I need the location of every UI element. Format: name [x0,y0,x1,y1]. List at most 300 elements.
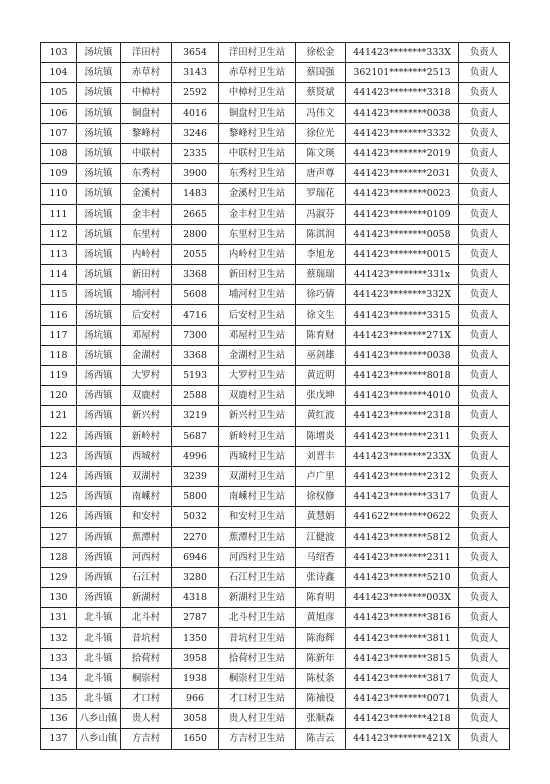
table-row [41,325,510,345]
code-cell: 2800 [172,224,219,244]
person-name-cell: 巫剑雄 [296,345,346,365]
town-cell: 汤坑镇 [77,63,121,83]
row-number-cell: 108 [41,143,77,163]
role-cell: 负责人 [459,204,510,224]
table-row [41,527,510,547]
clinic-name-cell: 拾荷村卫生站 [219,648,296,668]
village-cell: 中联村 [121,143,172,163]
code-cell: 2270 [172,527,219,547]
row-number-cell: 104 [41,63,77,83]
row-number-cell: 135 [41,689,77,709]
role-cell: 负责人 [459,608,510,628]
village-cell: 赤草村 [121,63,172,83]
row-number-cell: 132 [41,628,77,648]
person-name-cell: 徐巧倩 [296,285,346,305]
person-name-cell: 陈育财 [296,325,346,345]
clinic-name-cell: 赤草村卫生站 [219,63,296,83]
role-cell: 负责人 [459,43,510,63]
id-number-cell: 441423********3817 [346,668,459,688]
village-cell: 双湖村 [121,466,172,486]
code-cell: 4016 [172,103,219,123]
role-cell: 负责人 [459,325,510,345]
row-number-cell: 109 [41,164,77,184]
role-cell: 负责人 [459,426,510,446]
role-cell: 负责人 [459,386,510,406]
code-cell: 3239 [172,466,219,486]
id-number-cell: 441423********2311 [346,426,459,446]
clinic-name-cell: 才口村卫生站 [219,689,296,709]
town-cell: 汤坑镇 [77,103,121,123]
table-row [41,487,510,507]
town-cell: 八乡山镇 [77,709,121,729]
row-number-cell: 113 [41,244,77,264]
village-cell: 后安村 [121,305,172,325]
person-name-cell: 刘晋丰 [296,446,346,466]
role-cell: 负责人 [459,83,510,103]
table-row [41,63,510,83]
role-cell: 负责人 [459,487,510,507]
village-cell: 桐崇村 [121,668,172,688]
clinic-name-cell: 昔坑村卫生站 [219,628,296,648]
clinic-name-cell: 贵人村卫生站 [219,709,296,729]
table-row [41,426,510,446]
id-number-cell: 441423********0023 [346,184,459,204]
role-cell: 负责人 [459,668,510,688]
row-number-cell: 105 [41,83,77,103]
role-cell: 负责人 [459,507,510,527]
id-number-cell: 441423********2318 [346,406,459,426]
clinic-name-cell: 邓屋村卫生站 [219,325,296,345]
role-cell: 负责人 [459,184,510,204]
row-number-cell: 133 [41,648,77,668]
village-cell: 双鹿村 [121,386,172,406]
town-cell: 汤坑镇 [77,265,121,285]
personnel-table [40,42,510,750]
role-cell: 负责人 [459,446,510,466]
role-cell: 负责人 [459,244,510,264]
code-cell: 6946 [172,547,219,567]
village-cell: 新岭村 [121,426,172,446]
clinic-name-cell: 新湖村卫生站 [219,588,296,608]
id-number-cell: 441423********0015 [346,244,459,264]
table-row [41,265,510,285]
town-cell: 汤西镇 [77,567,121,587]
id-number-cell: 441423********3811 [346,628,459,648]
clinic-name-cell: 东秀村卫生站 [219,164,296,184]
row-number-cell: 115 [41,285,77,305]
code-cell: 3654 [172,43,219,63]
code-cell: 3280 [172,567,219,587]
id-number-cell: 441423********4218 [346,709,459,729]
table-row [41,143,510,163]
town-cell: 汤坑镇 [77,143,121,163]
town-cell: 汤坑镇 [77,83,121,103]
clinic-name-cell: 内岭村卫生站 [219,244,296,264]
town-cell: 汤坑镇 [77,123,121,143]
table-row [41,406,510,426]
person-name-cell: 陈袖役 [296,689,346,709]
village-cell: 金溪村 [121,184,172,204]
village-cell: 洋田村 [121,43,172,63]
table-row [41,83,510,103]
village-cell: 金湖村 [121,345,172,365]
person-name-cell: 张顺森 [296,709,346,729]
person-name-cell: 马绍香 [296,547,346,567]
town-cell: 汤坑镇 [77,305,121,325]
code-cell: 2335 [172,143,219,163]
village-cell: 大罗村 [121,366,172,386]
id-number-cell: 441423********5812 [346,527,459,547]
code-cell: 1938 [172,668,219,688]
clinic-name-cell: 东里村卫生站 [219,224,296,244]
village-cell: 东里村 [121,224,172,244]
role-cell: 负责人 [459,285,510,305]
clinic-name-cell: 北斗村卫生站 [219,608,296,628]
id-number-cell: 441423********331x [346,265,459,285]
person-name-cell: 冯淑芬 [296,204,346,224]
table-row [41,43,510,63]
town-cell: 八乡山镇 [77,729,121,749]
town-cell: 汤西镇 [77,487,121,507]
clinic-name-cell: 中樟村卫生站 [219,83,296,103]
row-number-cell: 130 [41,588,77,608]
person-name-cell: 陈海辉 [296,628,346,648]
id-number-cell: 441423********0109 [346,204,459,224]
row-number-cell: 126 [41,507,77,527]
town-cell: 汤西镇 [77,406,121,426]
table-row [41,103,510,123]
role-cell: 负责人 [459,547,510,567]
code-cell: 4996 [172,446,219,466]
table-row [41,164,510,184]
village-cell: 拾荷村 [121,648,172,668]
village-cell: 黎峰村 [121,123,172,143]
clinic-name-cell: 后安村卫生站 [219,305,296,325]
row-number-cell: 118 [41,345,77,365]
code-cell: 3368 [172,345,219,365]
id-number-cell: 441423********3318 [346,83,459,103]
person-name-cell: 黄红波 [296,406,346,426]
clinic-name-cell: 埔河村卫生站 [219,285,296,305]
code-cell: 3219 [172,406,219,426]
code-cell: 2787 [172,608,219,628]
id-number-cell: 441423********2312 [346,466,459,486]
role-cell: 负责人 [459,648,510,668]
table-row [41,709,510,729]
clinic-name-cell: 蕉潭村卫生站 [219,527,296,547]
id-number-cell: 441423********2019 [346,143,459,163]
town-cell: 汤西镇 [77,507,121,527]
code-cell: 7300 [172,325,219,345]
row-number-cell: 114 [41,265,77,285]
table-row [41,466,510,486]
id-number-cell: 362101********2513 [346,63,459,83]
id-number-cell: 441423********3816 [346,608,459,628]
row-number-cell: 131 [41,608,77,628]
town-cell: 汤西镇 [77,588,121,608]
clinic-name-cell: 中联村卫生站 [219,143,296,163]
id-number-cell: 441423********0071 [346,689,459,709]
id-number-cell: 441423********3315 [346,305,459,325]
code-cell: 2665 [172,204,219,224]
code-cell: 4318 [172,588,219,608]
town-cell: 汤坑镇 [77,285,121,305]
clinic-name-cell: 黎峰村卫生站 [219,123,296,143]
code-cell: 1483 [172,184,219,204]
clinic-name-cell: 石江村卫生站 [219,567,296,587]
person-name-cell: 陈文瑛 [296,143,346,163]
clinic-name-cell: 新兴村卫生站 [219,406,296,426]
person-name-cell: 陈增炎 [296,426,346,446]
row-number-cell: 137 [41,729,77,749]
id-number-cell: 441423********003X [346,588,459,608]
town-cell: 汤坑镇 [77,325,121,345]
village-cell: 方吉村 [121,729,172,749]
town-cell: 汤坑镇 [77,224,121,244]
role-cell: 负责人 [459,143,510,163]
village-cell: 东秀村 [121,164,172,184]
table-row [41,285,510,305]
role-cell: 负责人 [459,224,510,244]
village-cell: 石江村 [121,567,172,587]
village-cell: 才口村 [121,689,172,709]
row-number-cell: 125 [41,487,77,507]
row-number-cell: 129 [41,567,77,587]
table-row [41,507,510,527]
person-name-cell: 黄慧娟 [296,507,346,527]
code-cell: 5800 [172,487,219,507]
table-row [41,648,510,668]
id-number-cell: 441423********233X [346,446,459,466]
id-number-cell: 441423********2311 [346,547,459,567]
table-body [41,43,510,750]
clinic-name-cell: 金溪村卫生站 [219,184,296,204]
id-number-cell: 441423********0058 [346,224,459,244]
row-number-cell: 117 [41,325,77,345]
person-name-cell: 蔡国强 [296,63,346,83]
row-number-cell: 106 [41,103,77,123]
role-cell: 负责人 [459,689,510,709]
table-row [41,204,510,224]
role-cell: 负责人 [459,567,510,587]
row-number-cell: 119 [41,366,77,386]
code-cell: 966 [172,689,219,709]
clinic-name-cell: 新岭村卫生站 [219,426,296,446]
code-cell: 5608 [172,285,219,305]
row-number-cell: 120 [41,386,77,406]
town-cell: 汤坑镇 [77,204,121,224]
id-number-cell: 441622********0622 [346,507,459,527]
village-cell: 新田村 [121,265,172,285]
role-cell: 负责人 [459,265,510,285]
row-number-cell: 103 [41,43,77,63]
village-cell: 新兴村 [121,406,172,426]
person-name-cell: 江健波 [296,527,346,547]
code-cell: 3143 [172,63,219,83]
code-cell: 2588 [172,386,219,406]
town-cell: 汤坑镇 [77,345,121,365]
role-cell: 负责人 [459,729,510,749]
clinic-name-cell: 河西村卫生站 [219,547,296,567]
role-cell: 负责人 [459,345,510,365]
code-cell: 3246 [172,123,219,143]
row-number-cell: 134 [41,668,77,688]
village-cell: 铜盘村 [121,103,172,123]
table-row [41,588,510,608]
town-cell: 汤西镇 [77,547,121,567]
clinic-name-cell: 双湖村卫生站 [219,466,296,486]
town-cell: 汤西镇 [77,426,121,446]
code-cell: 4716 [172,305,219,325]
code-cell: 3058 [172,709,219,729]
table-row [41,446,510,466]
id-number-cell: 441423********3332 [346,123,459,143]
row-number-cell: 124 [41,466,77,486]
village-cell: 中樟村 [121,83,172,103]
role-cell: 负责人 [459,709,510,729]
row-number-cell: 122 [41,426,77,446]
village-cell: 邓屋村 [121,325,172,345]
town-cell: 汤坑镇 [77,244,121,264]
clinic-name-cell: 桐崇村卫生站 [219,668,296,688]
town-cell: 北斗镇 [77,689,121,709]
village-cell: 金丰村 [121,204,172,224]
person-name-cell: 黄近明 [296,366,346,386]
clinic-name-cell: 金湖村卫生站 [219,345,296,365]
clinic-name-cell: 新田村卫生站 [219,265,296,285]
town-cell: 汤西镇 [77,446,121,466]
town-cell: 北斗镇 [77,648,121,668]
code-cell: 3958 [172,648,219,668]
role-cell: 负责人 [459,527,510,547]
village-cell: 昔坑村 [121,628,172,648]
table-row [41,345,510,365]
id-number-cell: 441423********421X [346,729,459,749]
village-cell: 埔河村 [121,285,172,305]
clinic-name-cell: 铜盘村卫生站 [219,103,296,123]
id-number-cell: 441423********333X [346,43,459,63]
person-name-cell: 陈吉云 [296,729,346,749]
clinic-name-cell: 和安村卫生站 [219,507,296,527]
town-cell: 汤西镇 [77,527,121,547]
row-number-cell: 111 [41,204,77,224]
code-cell: 1350 [172,628,219,648]
person-name-cell: 黄旭彦 [296,608,346,628]
id-number-cell: 441423********332X [346,285,459,305]
clinic-name-cell: 大罗村卫生站 [219,366,296,386]
person-name-cell: 徐文生 [296,305,346,325]
row-number-cell: 107 [41,123,77,143]
code-cell: 3900 [172,164,219,184]
town-cell: 汤西镇 [77,366,121,386]
town-cell: 汤西镇 [77,466,121,486]
town-cell: 汤西镇 [77,386,121,406]
id-number-cell: 441423********4010 [346,386,459,406]
code-cell: 3368 [172,265,219,285]
table-row [41,366,510,386]
role-cell: 负责人 [459,588,510,608]
role-cell: 负责人 [459,164,510,184]
row-number-cell: 127 [41,527,77,547]
code-cell: 5687 [172,426,219,446]
table-row [41,184,510,204]
clinic-name-cell: 西城村卫生站 [219,446,296,466]
row-number-cell: 112 [41,224,77,244]
town-cell: 汤坑镇 [77,164,121,184]
person-name-cell: 张诗鑫 [296,567,346,587]
village-cell: 内岭村 [121,244,172,264]
code-cell: 2592 [172,83,219,103]
row-number-cell: 116 [41,305,77,325]
table-row [41,224,510,244]
role-cell: 负责人 [459,103,510,123]
table-row [41,547,510,567]
id-number-cell: 441423********3317 [346,487,459,507]
code-cell: 5032 [172,507,219,527]
table-row [41,305,510,325]
id-number-cell: 441423********3815 [346,648,459,668]
code-cell: 1650 [172,729,219,749]
id-number-cell: 441423********5210 [346,567,459,587]
village-cell: 贵人村 [121,709,172,729]
row-number-cell: 110 [41,184,77,204]
person-name-cell: 陈杖条 [296,668,346,688]
town-cell: 北斗镇 [77,628,121,648]
id-number-cell: 441423********271X [346,325,459,345]
table-row [41,608,510,628]
clinic-name-cell: 方吉村卫生站 [219,729,296,749]
town-cell: 汤坑镇 [77,43,121,63]
role-cell: 负责人 [459,628,510,648]
person-name-cell: 卢广里 [296,466,346,486]
person-name-cell: 罗瑞花 [296,184,346,204]
table-row [41,628,510,648]
person-name-cell: 陈育明 [296,588,346,608]
table-row [41,668,510,688]
village-cell: 和安村 [121,507,172,527]
id-number-cell: 441423********8018 [346,366,459,386]
role-cell: 负责人 [459,366,510,386]
role-cell: 负责人 [459,123,510,143]
town-cell: 北斗镇 [77,608,121,628]
row-number-cell: 128 [41,547,77,567]
table-row [41,729,510,749]
person-name-cell: 陈淇润 [296,224,346,244]
table-row [41,123,510,143]
person-name-cell: 徐权修 [296,487,346,507]
role-cell: 负责人 [459,406,510,426]
person-name-cell: 张戊坤 [296,386,346,406]
clinic-name-cell: 双鹿村卫生站 [219,386,296,406]
village-cell: 新湖村 [121,588,172,608]
code-cell: 2055 [172,244,219,264]
role-cell: 负责人 [459,466,510,486]
village-cell: 南嵊村 [121,487,172,507]
person-name-cell: 蔡瑞瑞 [296,265,346,285]
row-number-cell: 121 [41,406,77,426]
person-name-cell: 冯伟文 [296,103,346,123]
person-name-cell: 陈新年 [296,648,346,668]
village-cell: 西城村 [121,446,172,466]
table-row [41,567,510,587]
table-row [41,244,510,264]
person-name-cell: 蔡贤斌 [296,83,346,103]
person-name-cell: 徐松金 [296,43,346,63]
id-number-cell: 441423********2031 [346,164,459,184]
village-cell: 蕉潭村 [121,527,172,547]
clinic-name-cell: 洋田村卫生站 [219,43,296,63]
person-name-cell: 李旭龙 [296,244,346,264]
